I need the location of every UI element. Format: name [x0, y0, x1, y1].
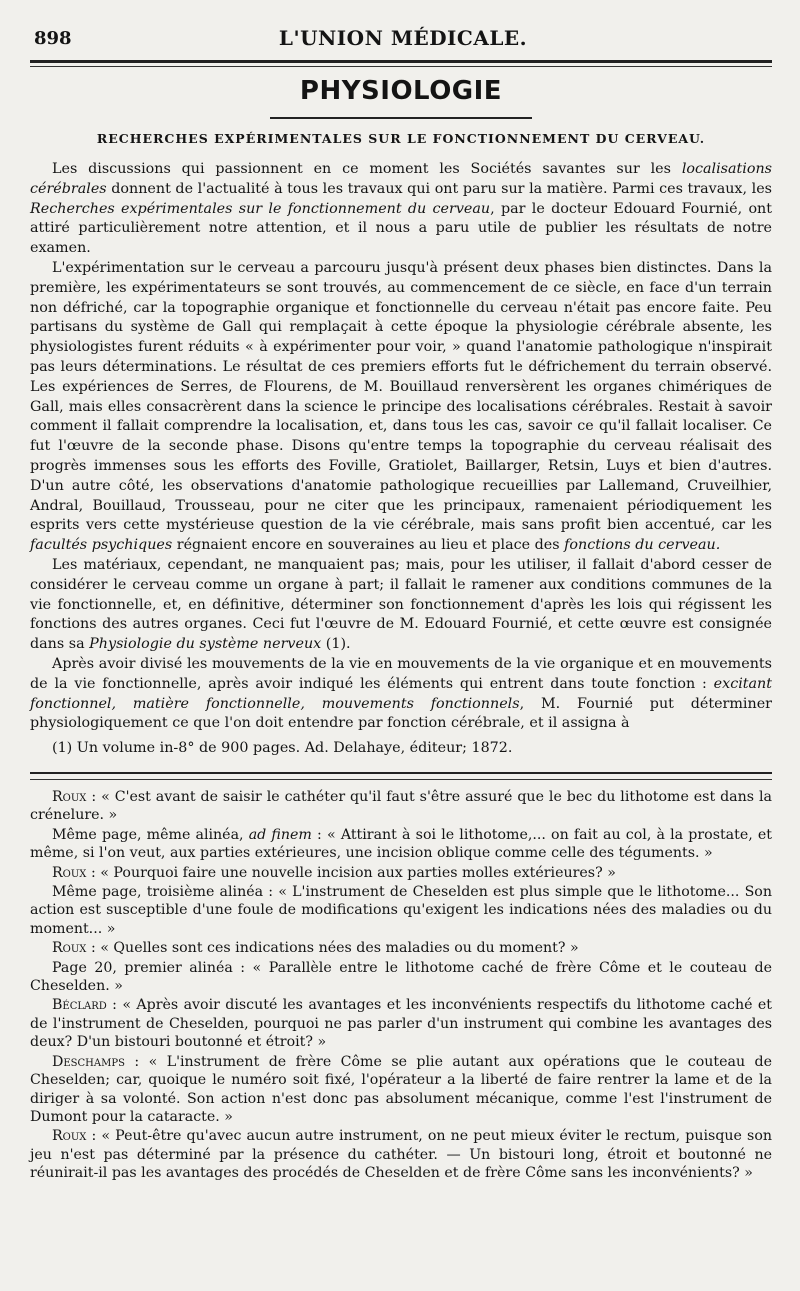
text: régnaient encore en souveraines au lieu et place des	[172, 537, 565, 554]
text: Les matériaux, cependant, ne manquaient pas; mais, pour les utiliser, il fallait d'abord cesser de considérer le cerveau comme un organe à part; il fallait le ramener aux conditions communes de la vie fonctionnelle, et, en définitive, déterminer son fonctionnement d'après les lois qui régissent les fonctions des autres organes. Ceci fut l'œuvre de M. Edouard Fournié, et cette œuvre est consignée dans sa	[30, 556, 772, 653]
speaker-name: Béclard	[52, 997, 107, 1014]
quote-6	[30, 959, 772, 996]
separator-rule-thin	[30, 779, 772, 780]
text: : « Pourquoi faire une nouvelle incision aux parties molles extérieures? »	[86, 864, 616, 881]
text: Après avoir divisé les mouvements de la vie en mouvements de la vie organique et en mouvements de la vie fonctionnelle, après avoir indiqué les éléments qui entrent dans toute fonction :	[30, 655, 772, 692]
italic-text: facultés psychiques	[30, 537, 173, 554]
text: (1).	[321, 636, 351, 653]
paragraph-2	[30, 259, 772, 556]
italic-text: fonctions du cerveau.	[564, 537, 721, 554]
text: : « Après avoir discuté les avantages et les inconvénients respectifs du lithotome caché et de l'instrument de Cheselden, pourquoi ne pas parler d'un instrument qui combine les avantages des deux? D'un bistouri boutonné et étroit? »	[30, 997, 772, 1051]
text: , par le docteur Edouard Fournié, ont attiré particulièrement notre attention, et il nous a paru utile de publier les résultats de notre examen.	[30, 200, 773, 257]
paragraph-1	[30, 160, 772, 259]
quote-2	[30, 826, 772, 863]
quote-1	[30, 788, 772, 825]
text: donnent de l'actualité à tous les travaux qui ont paru sur la matière. Parmi ces travaux, les	[106, 180, 772, 197]
footnote-text: (1) Un volume in-8° de 900 pages. Ad. Delahaye, éditeur; 1872.	[52, 740, 513, 756]
journal-page	[30, 0, 772, 1291]
text: Même page, même alinéa,	[52, 826, 249, 843]
speaker-name: Roux	[52, 789, 87, 805]
italic-text: localisations cérébrales	[30, 161, 772, 197]
text: Même page, troisième alinéa : « L'instrument de Cheselden est plus simple que le lithotome... Son action est susceptible d'une foule de modifications qu'exigent les indications nées des maladies ou du moment... »	[30, 884, 772, 937]
text: : « L'instrument de frère Côme se plie autant aux opérations que le couteau de Cheselden; car, quoique le numéro soit fixé, l'opérateur a la liberté de faire rentrer la lame et de la diriger à sa volonté. Son action n'est donc pas absolument mécanique, comme l'est l'instrument de Dumont pour la cataracte. »	[30, 1053, 772, 1125]
italic-text: ad finem	[248, 826, 312, 843]
lower-section	[30, 788, 772, 1183]
text: Page 20, premier alinéa : « Parallèle entre le lithotome caché de frère Côme et le couteau de Cheselden. »	[30, 959, 772, 995]
paragraph-3	[30, 556, 772, 655]
quote-9	[30, 1127, 772, 1182]
article-body	[30, 160, 772, 734]
section-title-underline	[270, 117, 532, 119]
text: : « Quelles sont ces indications nées des maladies ou du moment? »	[86, 940, 579, 957]
paragraph-4	[30, 655, 772, 734]
page-number: 898	[34, 28, 72, 49]
separator-rule	[30, 772, 772, 774]
header-rule-thin	[30, 66, 772, 67]
journal-title: L'UNION MÉDICALE.	[278, 26, 528, 50]
text: Les discussions qui passionnent en ce moment les Sociétés savantes sur les	[52, 161, 682, 177]
text: : « C'est avant de saisir le cathéter qu'il faut s'être assuré que le bec du lithotome est dans la crénelure. »	[30, 789, 772, 824]
quote-4	[30, 883, 772, 938]
quote-8	[30, 1053, 772, 1127]
article-title: RECHERCHES EXPÉRIMENTALES SUR LE FONCTIONNEMENT DU CERVEAU.	[96, 131, 706, 146]
text: , M. Fournié put déterminer physiologiquement ce que l'on doit entendre par fonction cérébrale, et il assigna à	[30, 695, 772, 732]
italic-text: Recherches expérimentales sur le fonctionnement du cerveau	[30, 200, 491, 217]
running-header	[34, 24, 772, 52]
text: L'expérimentation sur le cerveau a parcouru jusqu'à présent deux phases bien distinctes. Dans la première, les expérimentateurs se sont trouvés, au commencement de ce siècle, en face d'un terrain non défriché, car la topographie organique et fonctionnelle du cerveau n'était pas encore faite. Peu partisans du système de Gall qui remplaçait à cette époque la physiologie cérébrale absente, les physiologistes furent réduits « à expérimenter pour voir, » quand l'anatomie pathologique n'inspirait pas leurs déterminations. Le résultat de ces premiers efforts fut le défrichement du terrain observé. Les expériences de Serres, de Flourens, de M. Bouillaud renversèrent les organes chimériques de Gall, mais elles consacrèrent dans la science le principe des localisations cérébrales. Restait à savoir comment il fallait comprendre la localisation, et, dans tous les cas, savoir ce qu'il fallait localiser. Ce fut l'œuvre de la seconde phase. Disons qu'entre temps la topographie du cerveau réalisait des progrès immenses sous les efforts des Foville, Gratiolet, Baillarger, Retsin, Luys et bien d'autres. D'un autre côté, les observations d'anatomie pathologique recueillies par Lallemand, Cruveilhier, Andral, Bouillaud, Trousseau, pour ne citer que les principaux, ramenaient périodiquement les esprits vers cette mystérieuse question de la vie cérébrale, mais sans profit bien accentué, car les	[30, 259, 772, 534]
footnote	[30, 738, 772, 758]
text: : « Attirant à soi le lithotome,... on fait au col, à la prostate, et même, si l'on veut, aux parties extérieures, une incision oblique comme celle des téguments. »	[30, 826, 773, 862]
quote-7	[30, 996, 772, 1051]
text: : « Peut-être qu'avec aucun autre instrument, on ne peut mieux éviter le rectum, puisque son jeu n'est pas déterminé par la présence du cathéter. — Un bistouri long, étroit et boutonné ne réunirait-il pas les avantages des procédés de Cheselden et de frère Côme sans les inconvénients? »	[30, 1128, 772, 1182]
speaker-name: Roux	[52, 864, 87, 881]
quote-3	[30, 864, 772, 882]
quote-5	[30, 939, 772, 957]
italic-text: Physiologie du système nerveux	[89, 636, 322, 653]
speaker-name: Deschamps	[52, 1053, 125, 1070]
section-title: PHYSIOLOGIE	[299, 76, 503, 106]
italic-text: excitant fonctionnel, matière fonctionnelle, mouvements fonctionnels	[30, 675, 772, 712]
header-rule	[30, 60, 772, 63]
speaker-name: Roux	[52, 940, 87, 957]
speaker-name: Roux	[52, 1128, 87, 1145]
